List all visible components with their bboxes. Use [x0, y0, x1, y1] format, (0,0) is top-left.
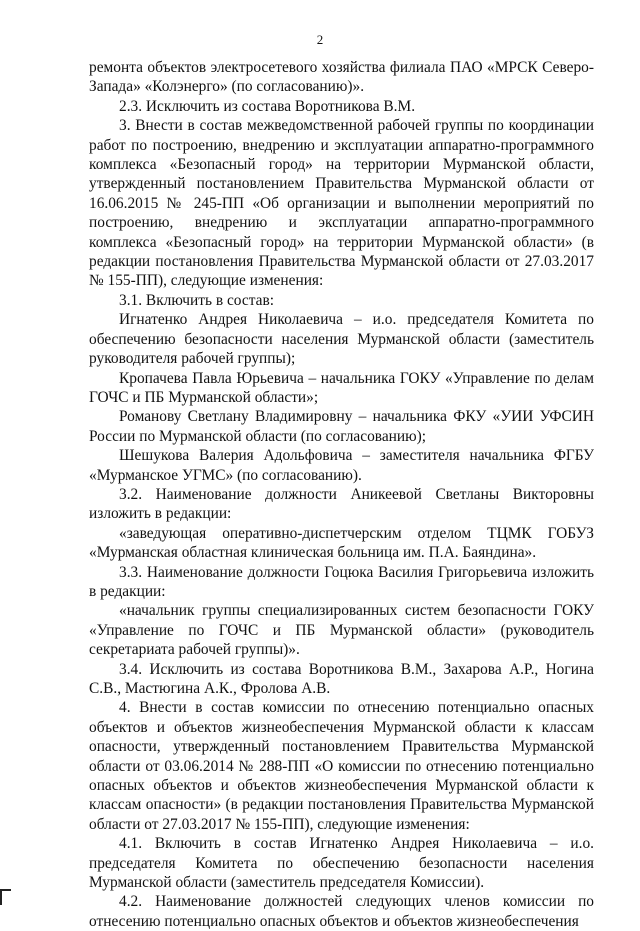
paragraph: 3.1. Включить в состав: [119, 291, 274, 309]
paragraph: Шешукова Валерия Адольфовича – заместителя начальника ФГБУ «Мурманское УГМС» (по согласованию). [89, 447, 594, 484]
paragraph: «начальник группы специализированных систем безопасности ГОКУ «Управление по ГОЧС и ПБ Мурманской области» (руководитель секретариата рабочей группы)». [89, 602, 594, 659]
paragraph: 3.4. Исключить из состава Воротникова В.М., Захарова А.Р., Ногина С.В., Мастюгина А.К., Фролова А.В. [89, 660, 594, 697]
paragraph: Кропачева Павла Юрьевича – начальника ГОКУ «Управление по делам ГОЧС и ПБ Мурманской области»; [89, 369, 594, 406]
paragraph: 4. Внести в состав комиссии по отнесению потенциально опасных объектов и объектов жизнеобеспечения Мурманской области к классам опасности, утвержденный постановлением Правительства Мурманской области от 03.06.2014 № 288-ПП «О комиссии по отнесению потенциально опасных объектов и объектов жизнеобеспечения Мурманской области к классам опасности» (в редакции постановления Правительства Мурманской области от 27.03.2017 № 155-ПП), следующие изменения: [89, 699, 594, 833]
paragraph: 4.2. Наименование должностей следующих членов комиссии по отнесению потенциально опасных объектов и объектов жизнеобеспечения [89, 893, 594, 930]
document-body [89, 58, 594, 931]
page-number: 2 [316, 32, 324, 47]
paragraph: 4.1. Включить в состав Игнатенко Андрея Николаевича – и.о. председателя Комитета по обеспечению безопасности населения Мурманской области (заместитель председателя Комиссии). [89, 835, 594, 892]
paragraph: 3. Внести в состав межведомственной рабочей группы по координации работ по построению, внедрению и эксплуатации аппаратно-программного комплекса «Безопасный город» на территории Мурманской области, утвержденный постановлением Правительства Мурманской области от 16.06.2015 № 245-ПП «Об организации и выполнении мероприятий по построению, внедрению и эксплуатации аппаратно-программного комплекса «Безопасный город» на территории Мурманской области» (в редакции постановления Правительства Мурманской области от 27.03.2017 № 155-ПП), следующие изменения: [89, 117, 594, 290]
paragraph: 3.3. Наименование должности Гоцюка Василия Григорьевича изложить в редакции: [89, 563, 594, 600]
paragraph: Романову Светлану Владимировну – начальника ФКУ «УИИ УФСИН России по Мурманской области (по согласованию); [89, 408, 594, 445]
paragraph: ремонта объектов электросетевого хозяйства филиала ПАО «МРСК Северо-Запада» «Колэнерго» (по согласованию)». [89, 59, 594, 96]
paragraph: 2.3. Исключить из состава Воротникова В.М. [119, 97, 416, 115]
scan-corner-mark [0, 889, 11, 905]
paragraph: «заведующая оперативно-диспетчерским отделом ТЦМК ГОБУЗ «Мурманская областная клиническая больница им. П.А. Баяндина». [89, 524, 594, 562]
paragraph: 3.2. Наименование должности Аникеевой Светланы Викторовны изложить в редакции: [89, 485, 594, 523]
paragraph: Игнатенко Андрея Николаевича – и.о. председателя Комитета по обеспечению безопасности населения Мурманской области (заместитель руководителя рабочей группы); [89, 311, 594, 368]
